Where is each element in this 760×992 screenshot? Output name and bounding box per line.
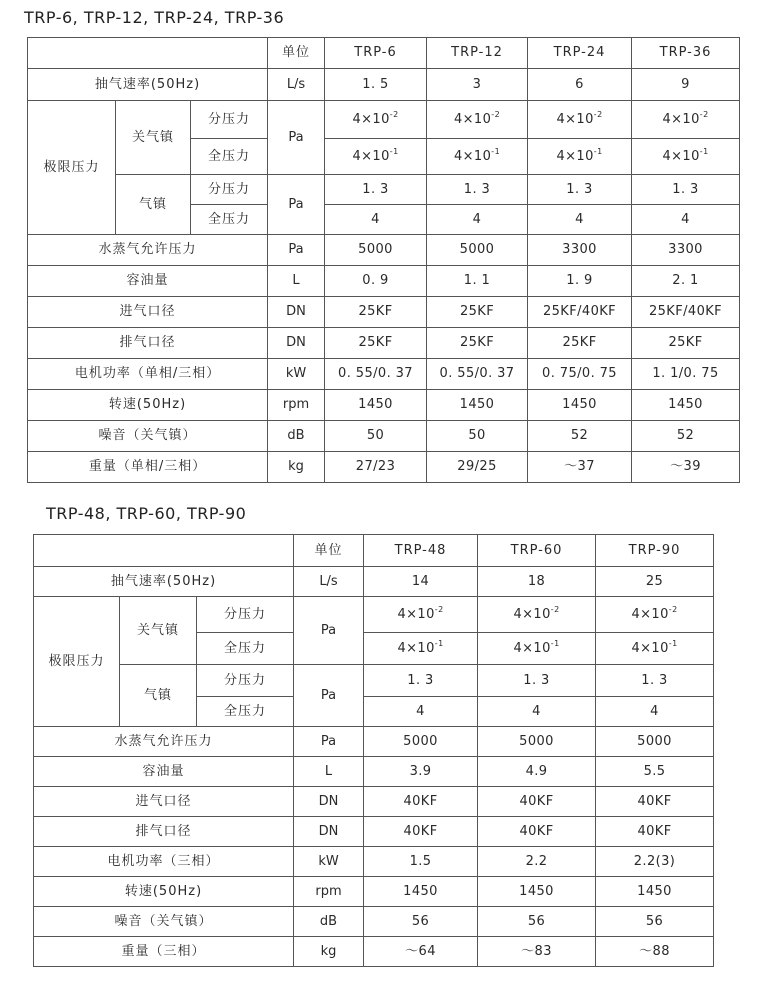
unit-header: 单位 bbox=[268, 38, 325, 69]
blank-header-cell bbox=[34, 535, 294, 567]
unit-cell: DN bbox=[294, 787, 364, 817]
value-cell: $4\times 10^{-2}$ bbox=[427, 101, 528, 139]
row-label: 进气口径 bbox=[28, 297, 268, 328]
row-label: 容油量 bbox=[28, 266, 268, 297]
row-label: 进气口径 bbox=[34, 787, 294, 817]
total-pressure-label: 全压力 bbox=[197, 633, 294, 665]
gas-ballast-label: 气镇 bbox=[116, 175, 191, 235]
partial-pressure-label: 分压力 bbox=[197, 597, 294, 633]
value-cell: 4 bbox=[325, 205, 427, 235]
value-cell: $4\times 10^{-1}$ bbox=[325, 139, 427, 175]
value-cell: $4\times 10^{-2}$ bbox=[478, 597, 596, 633]
value-cell: 56 bbox=[364, 907, 478, 937]
unit-cell: kg bbox=[294, 937, 364, 967]
table1-title: TRP-6, TRP-12, TRP-24, TRP-36 bbox=[24, 8, 285, 27]
value-cell: $4\times 10^{-2}$ bbox=[364, 597, 478, 633]
value-cell: 50 bbox=[427, 421, 528, 452]
unit-cell: Pa bbox=[268, 101, 325, 175]
value-cell: 52 bbox=[528, 421, 632, 452]
value-cell: 25KF/40KF bbox=[632, 297, 740, 328]
value-cell: 6 bbox=[528, 69, 632, 101]
value-cell: 25KF bbox=[325, 328, 427, 359]
value-cell: 27/23 bbox=[325, 452, 427, 483]
unit-cell: rpm bbox=[294, 877, 364, 907]
value-cell: 0. 75/0. 75 bbox=[528, 359, 632, 390]
value-cell: 5.5 bbox=[596, 757, 714, 787]
table2-title: TRP-48, TRP-60, TRP-90 bbox=[46, 504, 247, 523]
unit-cell: L/s bbox=[268, 69, 325, 101]
table-row bbox=[34, 597, 714, 633]
unit-cell: kg bbox=[268, 452, 325, 483]
row-label: 水蒸气允许压力 bbox=[34, 727, 294, 757]
gas-ballast-closed-label: 关气镇 bbox=[120, 597, 197, 665]
table-row bbox=[34, 937, 714, 967]
value-cell: 3.9 bbox=[364, 757, 478, 787]
table-row bbox=[34, 907, 714, 937]
table-row bbox=[34, 665, 714, 697]
value-cell: $4\times 10^{-1}$ bbox=[528, 139, 632, 175]
table1 bbox=[27, 37, 740, 483]
table-row bbox=[34, 567, 714, 597]
table-row bbox=[28, 175, 740, 205]
value-cell: $4\times 10^{-1}$ bbox=[632, 139, 740, 175]
value-cell: 1450 bbox=[427, 390, 528, 421]
value-cell: 4 bbox=[427, 205, 528, 235]
unit-cell: Pa bbox=[294, 597, 364, 665]
value-cell: 40KF bbox=[364, 787, 478, 817]
value-cell: 1. 9 bbox=[528, 266, 632, 297]
value-cell: 0. 55/0. 37 bbox=[325, 359, 427, 390]
unit-cell: Pa bbox=[294, 665, 364, 727]
value-cell: 3 bbox=[427, 69, 528, 101]
value-cell: $4\times 10^{-1}$ bbox=[478, 633, 596, 665]
value-cell: 9 bbox=[632, 69, 740, 101]
partial-pressure-label: 分压力 bbox=[197, 665, 294, 697]
header-row bbox=[34, 535, 714, 567]
table-row bbox=[28, 359, 740, 390]
row-label: 排气口径 bbox=[28, 328, 268, 359]
value-cell: 25KF bbox=[325, 297, 427, 328]
table-row bbox=[28, 452, 740, 483]
ultimate-pressure-label: 极限压力 bbox=[28, 101, 116, 235]
partial-pressure-label: 分压力 bbox=[191, 101, 268, 139]
ultimate-pressure-label: 极限压力 bbox=[34, 597, 120, 727]
unit-cell: Pa bbox=[294, 727, 364, 757]
value-cell: 1450 bbox=[596, 877, 714, 907]
model-header: TRP-90 bbox=[596, 535, 714, 567]
value-cell: ～88 bbox=[596, 937, 714, 967]
row-label: 抽气速率(50Hz) bbox=[28, 69, 268, 101]
value-cell: 1. 3 bbox=[632, 175, 740, 205]
value-cell: 1. 3 bbox=[478, 665, 596, 697]
model-header: TRP-48 bbox=[364, 535, 478, 567]
value-cell: 1. 5 bbox=[325, 69, 427, 101]
row-label: 电机功率（单相/三相） bbox=[28, 359, 268, 390]
value-cell: 4.9 bbox=[478, 757, 596, 787]
blank-header-cell bbox=[28, 38, 268, 69]
row-label: 转速(50Hz) bbox=[28, 390, 268, 421]
table-row bbox=[28, 266, 740, 297]
model-header: TRP-60 bbox=[478, 535, 596, 567]
table2 bbox=[33, 534, 714, 967]
value-cell: 25KF bbox=[427, 328, 528, 359]
table1-rows bbox=[28, 235, 740, 483]
value-cell: 4 bbox=[478, 697, 596, 727]
table-row bbox=[34, 727, 714, 757]
row-label: 重量（单相/三相） bbox=[28, 452, 268, 483]
value-cell: 25 bbox=[596, 567, 714, 597]
value-cell: 1. 3 bbox=[528, 175, 632, 205]
unit-cell: Pa bbox=[268, 175, 325, 235]
partial-pressure-label: 分压力 bbox=[191, 175, 268, 205]
value-cell: 1450 bbox=[478, 877, 596, 907]
value-cell: 2.2 bbox=[478, 847, 596, 877]
value-cell: ～83 bbox=[478, 937, 596, 967]
value-cell: 5000 bbox=[364, 727, 478, 757]
table-row bbox=[28, 328, 740, 359]
unit-header: 单位 bbox=[294, 535, 364, 567]
table-row bbox=[28, 390, 740, 421]
table-row bbox=[34, 757, 714, 787]
table-row bbox=[34, 877, 714, 907]
model-header: TRP-24 bbox=[528, 38, 632, 69]
value-cell: 5000 bbox=[427, 235, 528, 266]
total-pressure-label: 全压力 bbox=[191, 139, 268, 175]
table-row bbox=[34, 787, 714, 817]
table2-rows bbox=[34, 727, 714, 967]
unit-cell: L bbox=[294, 757, 364, 787]
value-cell: 1.5 bbox=[364, 847, 478, 877]
value-cell: $4\times 10^{-1}$ bbox=[427, 139, 528, 175]
value-cell: 4 bbox=[632, 205, 740, 235]
unit-cell: kW bbox=[268, 359, 325, 390]
unit-cell: DN bbox=[268, 328, 325, 359]
row-label: 抽气速率(50Hz) bbox=[34, 567, 294, 597]
gas-ballast-closed-label: 关气镇 bbox=[116, 101, 191, 175]
value-cell: 5000 bbox=[478, 727, 596, 757]
value-cell: $4\times 10^{-2}$ bbox=[632, 101, 740, 139]
table-row bbox=[28, 235, 740, 266]
value-cell: 56 bbox=[478, 907, 596, 937]
value-cell: 1. 1 bbox=[427, 266, 528, 297]
value-cell: 14 bbox=[364, 567, 478, 597]
value-cell: 40KF bbox=[478, 787, 596, 817]
value-cell: $4\times 10^{-1}$ bbox=[364, 633, 478, 665]
value-cell: 1. 3 bbox=[427, 175, 528, 205]
unit-cell: L/s bbox=[294, 567, 364, 597]
value-cell: 25KF/40KF bbox=[528, 297, 632, 328]
value-cell: ～39 bbox=[632, 452, 740, 483]
value-cell: 4 bbox=[364, 697, 478, 727]
value-cell: 2.2(3) bbox=[596, 847, 714, 877]
value-cell: 1. 3 bbox=[325, 175, 427, 205]
value-cell: 40KF bbox=[596, 787, 714, 817]
gas-ballast-label: 气镇 bbox=[120, 665, 197, 727]
row-label: 水蒸气允许压力 bbox=[28, 235, 268, 266]
unit-cell: dB bbox=[294, 907, 364, 937]
value-cell: 5000 bbox=[325, 235, 427, 266]
value-cell: 4 bbox=[596, 697, 714, 727]
table-row bbox=[34, 847, 714, 877]
unit-cell: L bbox=[268, 266, 325, 297]
row-label: 噪音（关气镇） bbox=[34, 907, 294, 937]
model-header: TRP-12 bbox=[427, 38, 528, 69]
unit-cell: kW bbox=[294, 847, 364, 877]
model-header: TRP-6 bbox=[325, 38, 427, 69]
value-cell: 18 bbox=[478, 567, 596, 597]
value-cell: 25KF bbox=[427, 297, 528, 328]
value-cell: 50 bbox=[325, 421, 427, 452]
value-cell: ～64 bbox=[364, 937, 478, 967]
table-row bbox=[28, 69, 740, 101]
unit-cell: Pa bbox=[268, 235, 325, 266]
value-cell: ～37 bbox=[528, 452, 632, 483]
row-label: 噪音（关气镇） bbox=[28, 421, 268, 452]
total-pressure-label: 全压力 bbox=[191, 205, 268, 235]
table-row bbox=[28, 297, 740, 328]
value-cell: 40KF bbox=[596, 817, 714, 847]
row-label: 转速(50Hz) bbox=[34, 877, 294, 907]
value-cell: 1450 bbox=[325, 390, 427, 421]
value-cell: 40KF bbox=[478, 817, 596, 847]
row-label: 重量（三相） bbox=[34, 937, 294, 967]
value-cell: $4\times 10^{-2}$ bbox=[528, 101, 632, 139]
value-cell: 52 bbox=[632, 421, 740, 452]
value-cell: 0. 55/0. 37 bbox=[427, 359, 528, 390]
row-label: 容油量 bbox=[34, 757, 294, 787]
value-cell: 25KF bbox=[632, 328, 740, 359]
value-cell: 4 bbox=[528, 205, 632, 235]
value-cell: 1. 1/0. 75 bbox=[632, 359, 740, 390]
value-cell: 5000 bbox=[596, 727, 714, 757]
table-row bbox=[34, 817, 714, 847]
model-header: TRP-36 bbox=[632, 38, 740, 69]
table-row bbox=[28, 421, 740, 452]
unit-cell: dB bbox=[268, 421, 325, 452]
value-cell: 1450 bbox=[632, 390, 740, 421]
table-row bbox=[28, 101, 740, 139]
value-cell: 1. 3 bbox=[596, 665, 714, 697]
value-cell: 2. 1 bbox=[632, 266, 740, 297]
total-pressure-label: 全压力 bbox=[197, 697, 294, 727]
value-cell: $4\times 10^{-1}$ bbox=[596, 633, 714, 665]
value-cell: 29/25 bbox=[427, 452, 528, 483]
value-cell: 40KF bbox=[364, 817, 478, 847]
unit-cell: rpm bbox=[268, 390, 325, 421]
value-cell: 3300 bbox=[632, 235, 740, 266]
value-cell: 1. 3 bbox=[364, 665, 478, 697]
value-cell: $4\times 10^{-2}$ bbox=[596, 597, 714, 633]
unit-cell: DN bbox=[268, 297, 325, 328]
value-cell: 3300 bbox=[528, 235, 632, 266]
value-cell: $4\times 10^{-2}$ bbox=[325, 101, 427, 139]
value-cell: 1450 bbox=[364, 877, 478, 907]
value-cell: 0. 9 bbox=[325, 266, 427, 297]
value-cell: 25KF bbox=[528, 328, 632, 359]
value-cell: 56 bbox=[596, 907, 714, 937]
unit-cell: DN bbox=[294, 817, 364, 847]
row-label: 排气口径 bbox=[34, 817, 294, 847]
header-row bbox=[28, 38, 740, 69]
value-cell: 1450 bbox=[528, 390, 632, 421]
row-label: 电机功率（三相） bbox=[34, 847, 294, 877]
